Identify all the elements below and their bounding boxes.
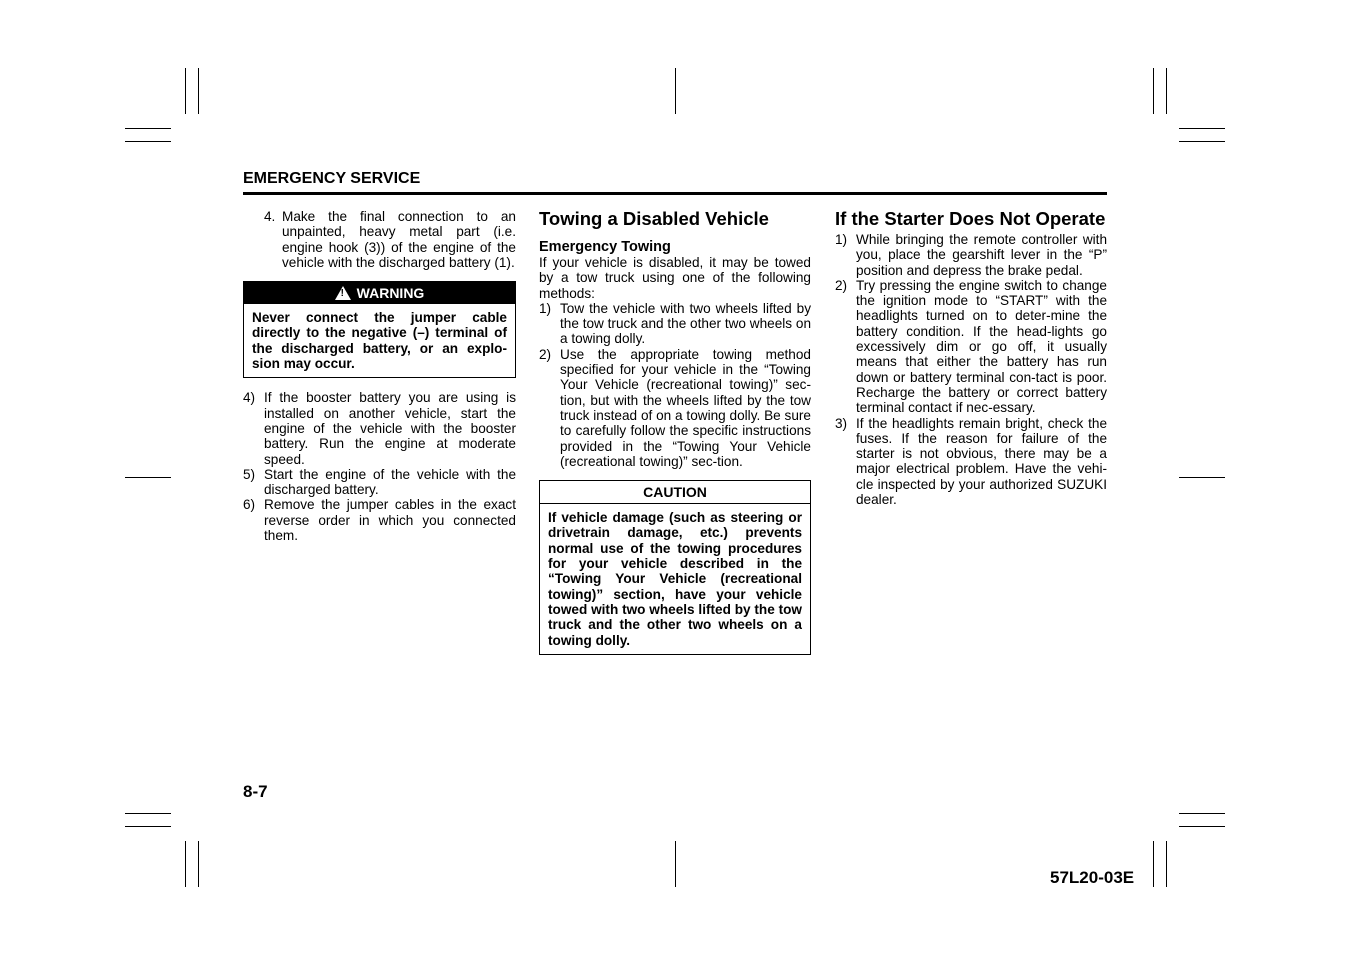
steps-list xyxy=(243,390,516,543)
caution-box xyxy=(539,480,811,655)
method-number: 2) xyxy=(539,346,552,362)
method-number: 1) xyxy=(539,300,552,316)
warning-text: Never connect the jumper cable directly to the negative (–) terminal of the discharged battery, or an explo-sion may occur. xyxy=(252,310,507,372)
list-item xyxy=(539,347,811,469)
warning-label: WARNING xyxy=(356,285,425,302)
step-text: Start the engine of the vehicle with the discharged battery. xyxy=(264,466,516,498)
list-item xyxy=(243,467,516,498)
step-number: 3) xyxy=(835,415,848,431)
step-number: 4) xyxy=(243,390,256,406)
column-2 xyxy=(539,208,811,655)
step-text: Try pressing the engine switch to change the ignition mode to “START” with the headlights turned on to deter-mine the battery condition. If the head-lights go excessively dim or go off, it usually means that either the battery has run down or battery terminal con-tact is poor. Recharge the battery or correct battery terminal contact if nec-essary. xyxy=(856,277,1107,416)
warning-box xyxy=(243,281,516,378)
list-item xyxy=(539,301,811,347)
towing-intro: If your vehicle is disabled, it may be towed by a tow truck using one of the following methods: xyxy=(539,255,811,301)
towing-heading: Towing a Disabled Vehicle xyxy=(539,208,769,229)
list-item xyxy=(243,390,516,466)
column-1 xyxy=(243,209,516,543)
warning-triangle-icon: ! xyxy=(335,286,351,300)
list-item xyxy=(835,278,1107,416)
page-number: 8-7 xyxy=(243,782,268,801)
warning-header xyxy=(244,282,515,304)
step-text: Make the final connection to an unpainted, heavy metal part (i.e. engine hook (3)) of the engine of the vehicle with the discharged battery (1). xyxy=(282,209,516,270)
step-number: 5) xyxy=(243,466,256,482)
caution-label: CAUTION xyxy=(540,481,810,504)
step-number: 4. xyxy=(264,209,276,224)
step-text: While bringing the remote controller with you, place the gearshift lever in the “P” position and depress the brake pedal. xyxy=(856,232,1107,278)
caution-text: If vehicle damage (such as steering or drivetrain damage, etc.) prevents normal use of the towing procedures for your vehicle described in the “Towing Your Vehicle (recreational towing)” section, have your vehicle towed with two wheels lifted by the tow truck and the other two wheels on a towing dolly. xyxy=(548,510,802,648)
section-title: EMERGENCY SERVICE xyxy=(243,170,421,187)
list-item xyxy=(243,497,516,543)
method-text: Tow the vehicle with two wheels lifted by the tow truck and the other two wheels on a towing dolly. xyxy=(560,300,811,347)
step-number: 1) xyxy=(835,232,848,247)
step-text: Remove the jumper cables in the exact reverse order in which you connected them. xyxy=(264,497,516,544)
list-item xyxy=(243,209,516,270)
list-item xyxy=(835,232,1107,278)
method-text: Use the appropriate towing method specified for your vehicle in the “Towing Your Vehicle (recreational towing)” sec-tion, but with the wheels lifted by the tow truck instead of on a towing dolly. Be sure to carefully follow the specific instructions provided in the “Towing Your Vehicle (recreational towing)” sec-tion. xyxy=(560,346,811,469)
starter-steps-list xyxy=(835,232,1107,507)
step-text: If the headlights remain bright, check the fuses. If the reason for failure of the starter is not obvious, there may be a major electrical problem. Have the vehi-cle inspected by your authorized SUZUKI dealer. xyxy=(856,415,1107,508)
column-3 xyxy=(835,208,1107,507)
list-item xyxy=(835,416,1107,508)
step-number: 6) xyxy=(243,497,256,513)
emergency-towing-subheading: Emergency Towing xyxy=(539,239,671,255)
step-number: 2) xyxy=(835,277,848,293)
step-text: If the booster battery you are using is installed on another vehicle, start the engine of the vehicle with the booster battery. Run the engine at moderate speed. xyxy=(264,390,516,467)
header-rule xyxy=(243,192,1107,195)
document-code: 57L20-03E xyxy=(1050,868,1135,887)
starter-heading: If the Starter Does Not Operate xyxy=(835,208,1106,229)
